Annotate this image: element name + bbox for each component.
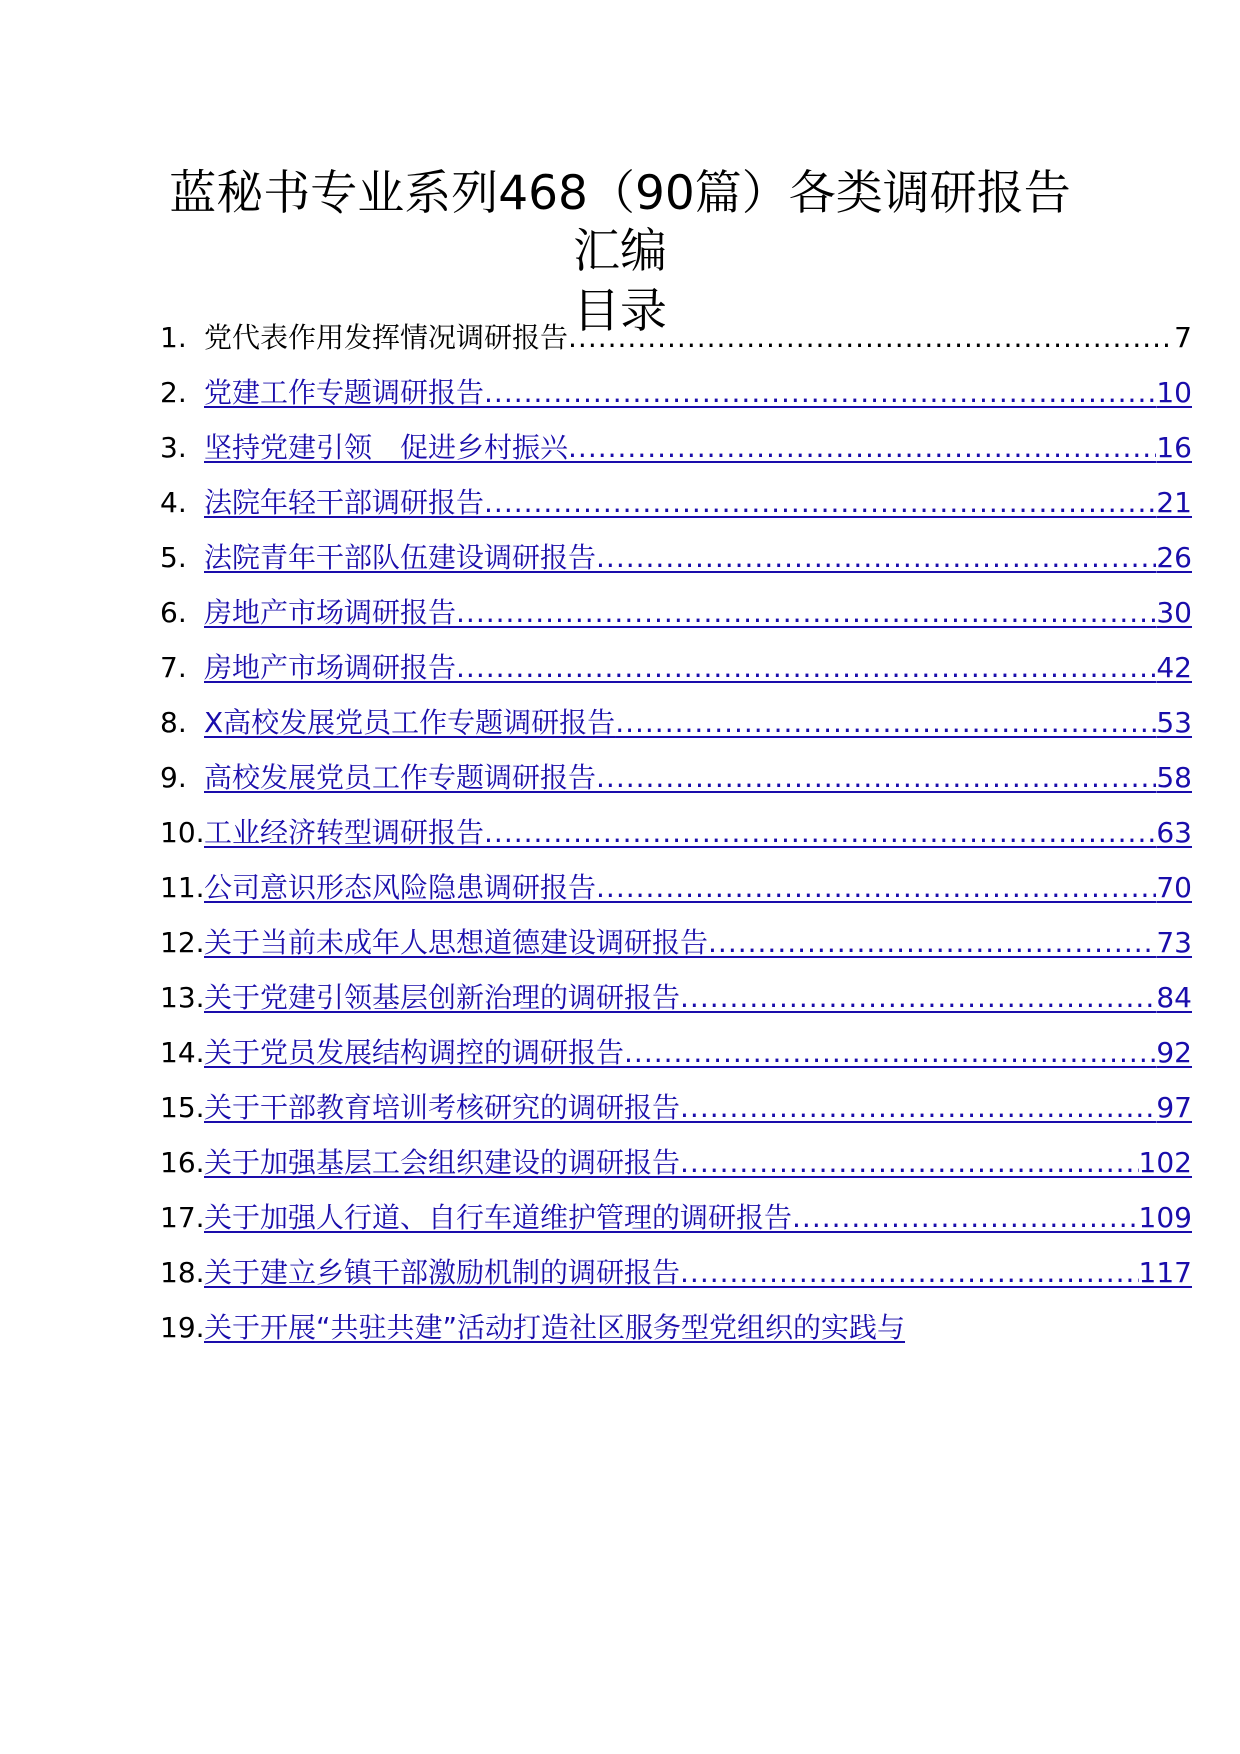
toc-number: 11.	[160, 871, 205, 904]
toc-entry-title: 关于加强基层工会组织建设的调研报告	[204, 1146, 681, 1179]
toc-number: 3.	[160, 431, 187, 464]
toc-entry-title: 关于当前未成年人思想道德建设调研报告	[204, 926, 709, 959]
toc-entry-title: 关于开展“共驻共建”活动打造社区服务型党组织的实践与	[204, 1311, 906, 1344]
toc-link[interactable]	[204, 538, 1192, 578]
toc-entry-title: 高校发展党员工作专题调研报告	[204, 761, 597, 794]
toc-number: 14.	[160, 1036, 205, 1069]
toc-dot-leader	[484, 813, 1156, 853]
toc-dot-leader	[680, 1143, 1139, 1183]
toc-link[interactable]	[204, 1308, 1240, 1348]
toc-dot-leader	[596, 868, 1156, 908]
toc-page-number: 26	[1156, 541, 1192, 574]
toc-number: 4.	[160, 486, 187, 519]
toc-entry-title: 党代表作用发挥情况调研报告	[204, 321, 569, 354]
toc-entry-title: 公司意识形态风险隐患调研报告	[204, 871, 597, 904]
document-title: 蓝秘书专业系列468（90篇）各类调研报告	[169, 166, 1071, 221]
toc-link[interactable]	[204, 1198, 1192, 1238]
toc-dot-leader	[596, 538, 1156, 578]
toc-number: 12.	[160, 926, 205, 959]
toc-entry-title: 关于建立乡镇干部激励机制的调研报告	[204, 1256, 681, 1289]
toc-link[interactable]	[204, 373, 1192, 413]
toc-link[interactable]	[204, 703, 1192, 743]
toc-number: 13.	[160, 981, 205, 1014]
toc-dot-leader	[680, 1253, 1139, 1293]
toc-link[interactable]	[204, 483, 1192, 523]
toc-entry[interactable]	[204, 318, 1192, 358]
toc-entry-title: 房地产市场调研报告	[204, 651, 457, 684]
toc-number: 17.	[160, 1201, 205, 1234]
toc-page-number: 102	[1138, 1146, 1192, 1179]
toc-page-number: 58	[1156, 761, 1192, 794]
toc-page-number: 97	[1156, 1091, 1192, 1124]
toc-page-number: 73	[1156, 926, 1192, 959]
toc-link[interactable]	[204, 1253, 1192, 1293]
toc-entry-title: 关于干部教育培训考核研究的调研报告	[204, 1091, 681, 1124]
toc-number: 10.	[160, 816, 205, 849]
toc-page-number: 84	[1156, 981, 1192, 1014]
toc-dot-leader	[680, 978, 1156, 1018]
toc-page-number: 10	[1156, 376, 1192, 409]
toc-number: 9.	[160, 761, 187, 794]
toc-page-number: 70	[1156, 871, 1192, 904]
toc-link[interactable]	[204, 1033, 1192, 1073]
toc-link[interactable]	[204, 593, 1192, 633]
toc-entry-title: X高校发展党员工作专题调研报告	[204, 706, 616, 739]
toc-entry-title: 工业经济转型调研报告	[204, 816, 485, 849]
toc-page-number: 21	[1156, 486, 1192, 519]
toc-number: 16.	[160, 1146, 205, 1179]
toc-page-number: 53	[1156, 706, 1192, 739]
toc-number: 8.	[160, 706, 187, 739]
toc-dot-leader	[484, 483, 1156, 523]
toc-link[interactable]	[204, 813, 1192, 853]
toc-link[interactable]	[204, 648, 1192, 688]
toc-entry-title: 关于加强人行道、自行车道维护管理的调研报告	[204, 1201, 793, 1234]
toc-dot-leader	[624, 1033, 1156, 1073]
toc-page-number: 30	[1156, 596, 1192, 629]
toc-number: 5.	[160, 541, 187, 574]
toc-entry-title: 党建工作专题调研报告	[204, 376, 485, 409]
toc-entry-title: 法院年轻干部调研报告	[204, 486, 485, 519]
toc-link[interactable]	[204, 1143, 1192, 1183]
toc-number: 7.	[160, 651, 187, 684]
toc-dot-leader	[568, 428, 1156, 468]
toc-page-number: 63	[1156, 816, 1192, 849]
toc-number: 19.	[160, 1311, 205, 1344]
toc-link[interactable]	[204, 978, 1192, 1018]
toc-number: 1.	[160, 321, 187, 354]
document-title-continued: 汇编	[573, 224, 667, 279]
toc-link[interactable]	[204, 1088, 1192, 1128]
toc-link[interactable]	[204, 758, 1192, 798]
toc-page-number: 117	[1138, 1256, 1192, 1289]
toc-link[interactable]	[204, 868, 1192, 908]
toc-number: 6.	[160, 596, 187, 629]
toc-entry-title: 坚持党建引领 促进乡村振兴	[204, 431, 569, 464]
toc-entry-title: 房地产市场调研报告	[204, 596, 457, 629]
toc-page-number: 7	[1174, 321, 1192, 354]
toc-entry-title: 法院青年干部队伍建设调研报告	[204, 541, 597, 574]
toc-dot-leader	[708, 923, 1156, 963]
toc-dot-leader	[456, 593, 1156, 633]
toc-dot-leader	[680, 1088, 1156, 1128]
toc-page-number: 109	[1138, 1201, 1192, 1234]
toc-number: 15.	[160, 1091, 205, 1124]
toc-number: 2.	[160, 376, 187, 409]
toc-number: 18.	[160, 1256, 205, 1289]
toc-entry-title: 关于党员发展结构调控的调研报告	[204, 1036, 625, 1069]
toc-page-number: 92	[1156, 1036, 1192, 1069]
toc-page-number: 16	[1156, 431, 1192, 464]
toc-dot-leader	[792, 1198, 1139, 1238]
toc-dot-leader	[615, 703, 1156, 743]
toc-dot-leader	[484, 373, 1156, 413]
toc-dot-leader	[568, 318, 1174, 358]
toc-dot-leader	[456, 648, 1156, 688]
toc-page-number: 42	[1156, 651, 1192, 684]
toc-entry-title: 关于党建引领基层创新治理的调研报告	[204, 981, 681, 1014]
toc-link[interactable]	[204, 428, 1192, 468]
toc-dot-leader	[596, 758, 1156, 798]
toc-heading: 目录	[573, 284, 667, 339]
toc-link[interactable]	[204, 923, 1192, 963]
